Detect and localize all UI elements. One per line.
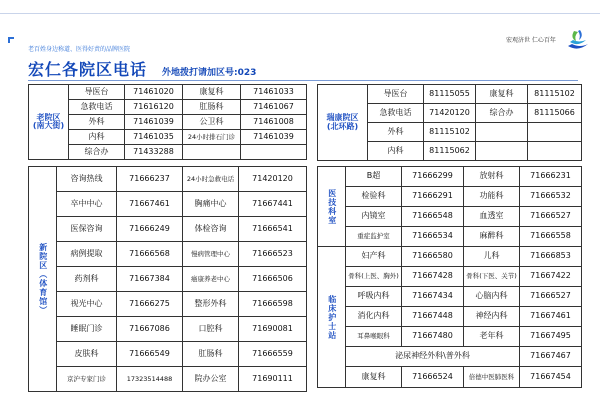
cell: 71667384 [117,267,183,292]
cell: 内科 [69,130,125,145]
yiji-name: 医技科室 [318,167,346,247]
hospital-logo-icon [564,28,592,52]
cell: 检验科 [346,187,402,207]
cell: 综合办 [476,104,528,123]
page-subtitle: 外地拨打请加区号:023 [162,68,257,78]
tagline: 老百姓身边称道、医得好责的品牌医院 [28,46,131,53]
cell: 急救电话 [69,100,125,115]
cell: 体检咨询 [183,217,239,242]
cell: 24小时急救电话 [183,167,239,192]
cell: 71666541 [239,217,307,242]
cell: 内镜室 [346,207,402,227]
cell: 71666527 [520,287,582,307]
linchuang-name: 临床护士站 [318,247,346,388]
cell: 71667495 [520,327,582,347]
cell: 导医台 [368,85,424,104]
cell: 71461033 [241,85,307,100]
cell: 81115062 [424,142,476,161]
cell: 71667448 [402,307,464,327]
header-rule [28,80,578,81]
cell: 71461039 [241,130,307,145]
laoyuan-name: 老院区 (南大街) [29,85,69,160]
page-title: 宏仁各院区电话 [28,60,148,79]
cell: 71461035 [125,130,183,145]
cell: 胸痛中心 [183,192,239,217]
cell: 71666275 [117,292,183,317]
cell: 71461067 [241,100,307,115]
cell: 71667461 [520,307,582,327]
cell: 71666598 [239,292,307,317]
cell: 癌康养老中心 [183,267,239,292]
cell: 71667422 [520,267,582,287]
cell: 重症监护室 [346,227,402,247]
cell: 17323514488 [117,367,183,392]
cell: 71667441 [239,192,307,217]
cell: 71667461 [117,192,183,217]
cell: 71666568 [117,242,183,267]
cell: 康复科 [183,85,241,100]
cell: 肛肠科 [183,100,241,115]
cell: 81115102 [424,123,476,142]
cell: 71666299 [402,167,464,187]
ruikang-table [317,84,582,161]
cell: 71666549 [117,342,183,367]
cell: 71420120 [424,104,476,123]
cell: 导医台 [69,85,125,100]
cell: 急救电话 [368,104,424,123]
cell: 视光中心 [57,292,117,317]
cell: 病例提取 [57,242,117,267]
cell: 院办公室 [183,367,239,392]
cell: 71420120 [239,167,307,192]
cell: 咨询热线 [57,167,117,192]
cell: 骨科(下医、关节) [464,267,520,287]
cell: 71616120 [125,100,183,115]
cell: 康复科 [476,85,528,104]
cell: 消化内科 [346,307,402,327]
cell [183,145,241,160]
cell: 公卫科 [183,115,241,130]
cell: 71667428 [402,267,464,287]
cell [476,142,528,161]
cell: 71667454 [520,367,582,388]
xinyuan-table [28,166,307,392]
cell: 71690111 [239,367,307,392]
cell: 71666853 [520,247,582,267]
cell: 睡眠门诊 [57,317,117,342]
corner-mark [8,37,14,43]
cell: 71666237 [117,167,183,192]
cell: 倍德中医肺医科 [464,367,520,388]
cell: 71666231 [520,167,582,187]
cell: 71690081 [239,317,307,342]
cell: 71666523 [239,242,307,267]
cell: 耳鼻喉眼科 [346,327,402,347]
cell: 老年科 [464,327,520,347]
cell: 药剂科 [57,267,117,292]
cell: 京沪专家门诊 [57,367,117,392]
cell: 康复科 [346,367,402,388]
brand-slogan: 宏观济世 仁心百年 [506,37,556,44]
cell: 放射科 [464,167,520,187]
cell: 71667480 [402,327,464,347]
cell: 综合办 [69,145,125,160]
cell: 神经内科 [464,307,520,327]
right-lower-table [317,166,582,388]
cell [528,123,582,142]
cell: 外科 [368,123,424,142]
cell: 71666548 [402,207,464,227]
cell: 71666534 [402,227,464,247]
cell: 81115055 [424,85,476,104]
cell: 71666249 [117,217,183,242]
top-border [0,0,600,14]
cell: 71666524 [402,367,464,388]
cell: 24小时排石门诊 [183,130,241,145]
cell: 71666558 [520,227,582,247]
cell: 儿科 [464,247,520,267]
cell: 71666506 [239,267,307,292]
cell: 慢病管理中心 [183,242,239,267]
cell: 内科 [368,142,424,161]
cell: 口腔科 [183,317,239,342]
cell: 81115102 [528,85,582,104]
cell: 整形外科 [183,292,239,317]
cell: 医保咨询 [57,217,117,242]
cell: 泌尿神经外科\普外科 [346,347,520,367]
cell: 71461020 [125,85,183,100]
ruikang-name: 瑞康院区 (北环路) [318,85,368,161]
cell: 妇产科 [346,247,402,267]
cell: 骨科(上医、胸外) [346,267,402,287]
cell: 81115066 [528,104,582,123]
cell: 外科 [69,115,125,130]
laoyuan-table [28,84,307,160]
cell: 71461039 [125,115,183,130]
cell: 71666580 [402,247,464,267]
cell [241,145,307,160]
cell: 功能科 [464,187,520,207]
cell [528,142,582,161]
cell: 卒中中心 [57,192,117,217]
cell: B超 [346,167,402,187]
cell: 71667434 [402,287,464,307]
cell: 71461008 [241,115,307,130]
xinyuan-name: 新院区（体育馆） [29,167,57,392]
cell [476,123,528,142]
cell: 呼吸内科 [346,287,402,307]
cell: 71666559 [239,342,307,367]
cell: 71666532 [520,187,582,207]
cell: 71667467 [520,347,582,367]
cell: 皮肤科 [57,342,117,367]
cell: 肛肠科 [183,342,239,367]
cell: 71666527 [520,207,582,227]
cell: 血透室 [464,207,520,227]
cell: 心脑内科 [464,287,520,307]
cell: 71667086 [117,317,183,342]
cell: 71433288 [125,145,183,160]
cell: 71666291 [402,187,464,207]
cell: 麻醉科 [464,227,520,247]
